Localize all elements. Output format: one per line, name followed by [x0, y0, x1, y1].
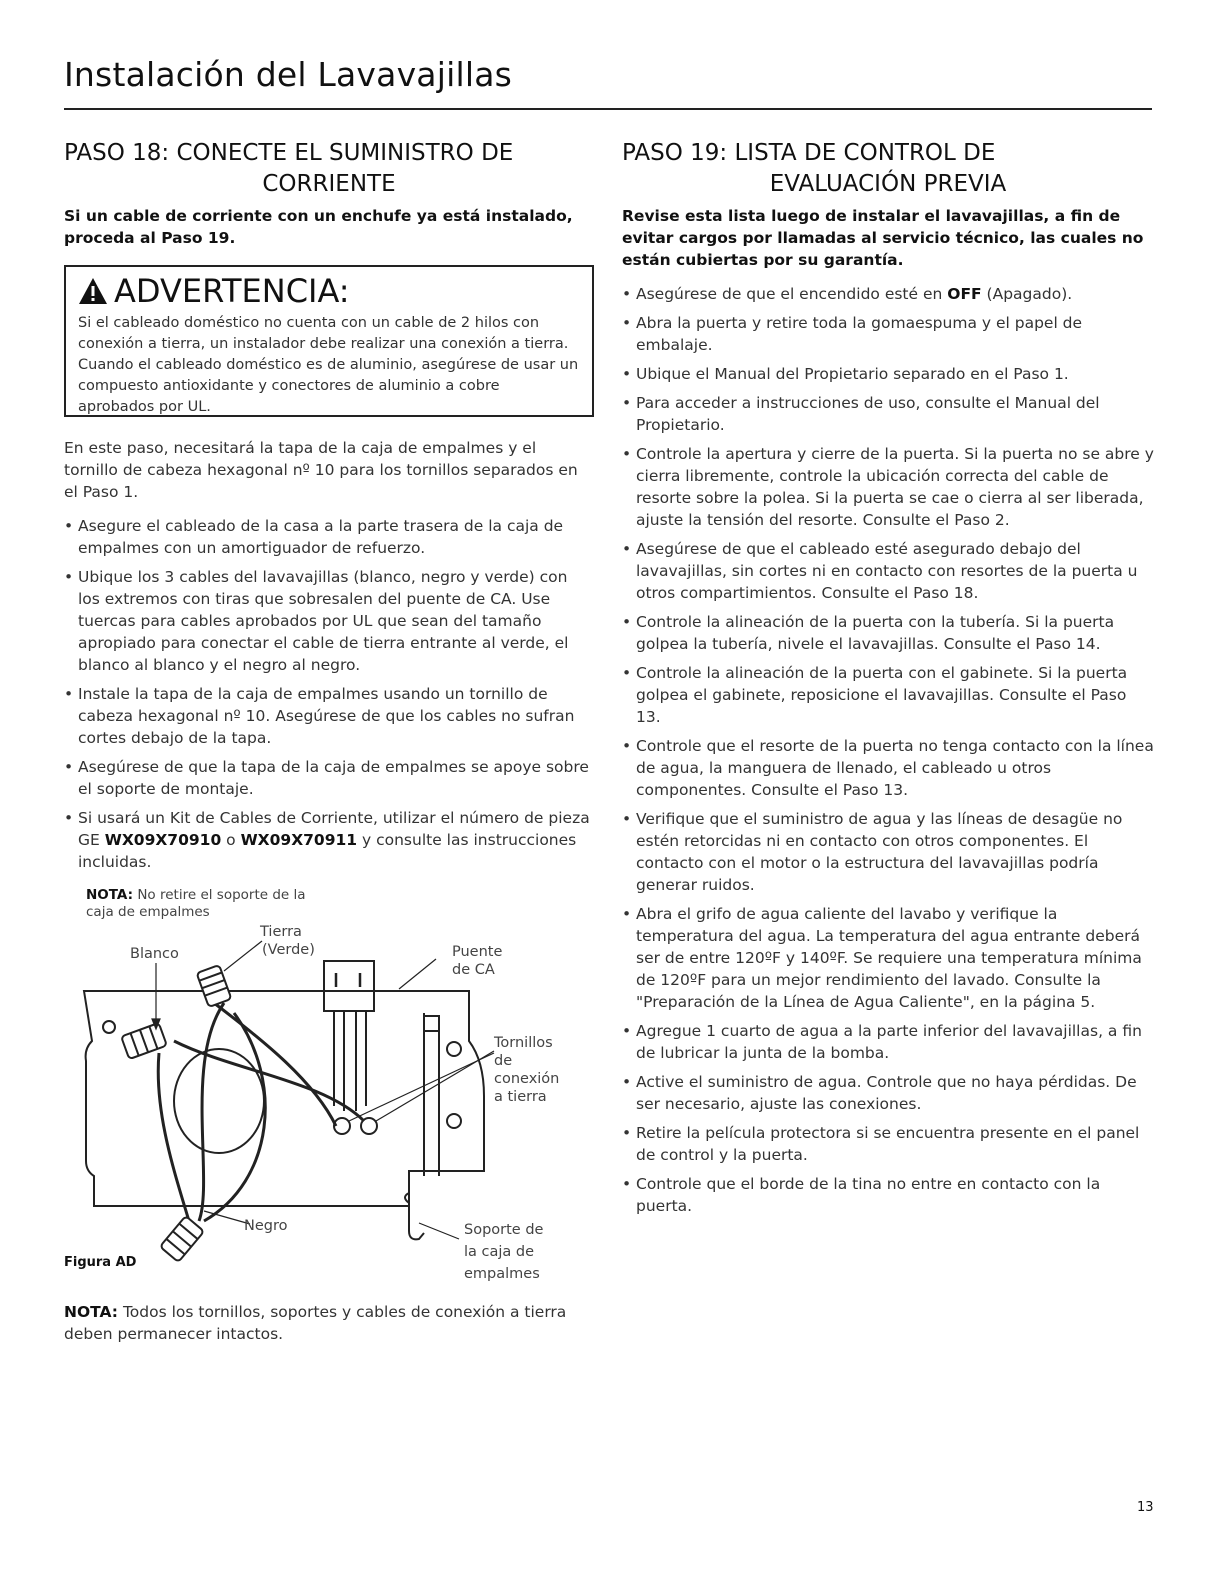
- part-number-1: WX09X70910: [104, 831, 222, 849]
- kit-list-item: [64, 807, 594, 873]
- step-19-intro: Revise esta lista luego de instalar el lavavajillas, a fin de evitar cargos por llamadas al servicio técnico, las cuales no están cubiertas por su garantía.: [622, 207, 1144, 269]
- warning-box: [64, 265, 594, 417]
- step-18-bullet-list: [64, 515, 594, 873]
- first-item-suffix: (Apagado).: [981, 285, 1073, 303]
- bracket-edge: [424, 1016, 439, 1031]
- list-item: • Controle la alineación de la puerta con el gabinete. Si la puerta golpea el gabinete, reposicione el lavavajillas. Consulte el Paso 13.: [622, 662, 1154, 728]
- bottom-note-text: Todos los tornillos, soportes y cables de conexión a tierra deben permanecer intactos.: [64, 1303, 567, 1343]
- step-18-heading: [64, 138, 594, 200]
- wire-nut-green: [197, 965, 232, 1007]
- label-soporte-3: empalmes: [464, 1266, 540, 1282]
- list-item: • Instale la tapa de la caja de empalmes usando un tornillo de cabeza hexagonal nº 10. Asegúrese de que los cables no sufran cortes debajo de la tapa.: [64, 683, 594, 749]
- figure-ad: [64, 921, 594, 1282]
- figure-note: [86, 887, 306, 921]
- label-puente: Puente: [452, 944, 503, 960]
- list-item: • Controle la alineación de la puerta con la tubería. Si la puerta golpea la tubería, nivele el lavavajillas. Consulte el Paso 14.: [622, 611, 1154, 655]
- off-label: OFF: [947, 285, 982, 303]
- step-19-checklist: [622, 283, 1154, 1217]
- step-19-section: [622, 138, 1154, 1224]
- list-item: • Active el suministro de agua. Controle que no haya pérdidas. De ser necesario, ajuste las conexiones.: [622, 1071, 1154, 1115]
- page-title: Instalación del Lavavajillas: [64, 55, 513, 94]
- warning-triangle-icon: [78, 277, 108, 305]
- list-item: • Verifique que el suministro de agua y las líneas de desagüe no estén retorcidas ni en contacto con otros componentes. El contacto con el motor o la estructura del lavavajillas podría generar ruidos.: [622, 808, 1154, 896]
- ground-screw-1: [334, 1118, 350, 1134]
- label-a-tierra: a tierra: [494, 1089, 547, 1105]
- step-18-intro: Si un cable de corriente con un enchufe ya está instalado, proceda al Paso 19.: [64, 207, 573, 247]
- list-item: • Controle que el resorte de la puerta no tenga contacto con la línea de agua, la manguera de llenado, el cableado u otros componentes. Consulte el Paso 13.: [622, 735, 1154, 801]
- figure-caption: Figura AD: [64, 1255, 137, 1270]
- list-item: • Ubique el Manual del Propietario separado en el Paso 1.: [622, 363, 1154, 385]
- step-19-heading-line2: EVALUACIÓN PREVIA: [769, 171, 1007, 197]
- list-item: • Controle la apertura y cierre de la puerta. Si la puerta no se abre y cierra libremente, controle la ubicación correcta del cable de resorte sobre la polea. Si la puerta se cae o cierra al ser liberada, ajuste la tensión del resorte. Consulte el Paso 2.: [622, 443, 1154, 531]
- figure-note-text: No retire el soporte de la caja de empalmes: [86, 887, 306, 920]
- label-verde: (Verde): [262, 942, 315, 958]
- list-item: [622, 283, 1154, 305]
- bottom-note: [64, 1301, 594, 1345]
- label-blanco: Blanco: [130, 946, 179, 962]
- warning-text: Si el cableado doméstico no cuenta con un cable de 2 hilos con conexión a tierra, un instalador debe realizar una conexión a tierra. Cuando el cableado doméstico es de aluminio, asegúrese de usar un compuesto antioxidante y conectores de aluminio a cobre aprobados por UL.: [78, 315, 579, 415]
- wire-nut-black: [160, 1216, 204, 1262]
- figure-note-label: NOTA:: [86, 887, 134, 903]
- list-item: • Controle que el borde de la tina no entre en contacto con la puerta.: [622, 1173, 1154, 1217]
- bottom-note-label: NOTA:: [64, 1303, 119, 1321]
- list-item: • Para acceder a instrucciones de uso, consulte el Manual del Propietario.: [622, 392, 1154, 436]
- warning-title: ADVERTENCIA:: [114, 272, 350, 310]
- step-18-section: [64, 138, 594, 1345]
- label-de-ca: de CA: [452, 962, 495, 978]
- list-item: • Asegúrese de que la tapa de la caja de empalmes se apoye sobre el soporte de montaje.: [64, 756, 594, 800]
- step-19-heading: [622, 138, 1154, 200]
- list-item: • Abra el grifo de agua caliente del lavabo y verifique la temperatura del agua. La temperatura del agua entrante deberá ser de entre 120ºF y 140ºF. Se requiere una temperatura mínima de 120ºF para un mejor rendimiento del lavado. Consulte la "Preparación de la Línea de Agua Caliente", en la página 5.: [622, 903, 1154, 1013]
- warning-header: [78, 273, 580, 309]
- step-18-heading-line1: PASO 18: CONECTE EL SUMINISTRO DE: [64, 140, 514, 166]
- list-item: • Asegure el cableado de la casa a la parte trasera de la caja de empalmes con un amortiguador de refuerzo.: [64, 515, 594, 559]
- page-number: 13: [1137, 1500, 1154, 1515]
- label-soporte-2: la caja de: [464, 1244, 535, 1260]
- list-item: • Ubique los 3 cables del lavavajillas (blanco, negro y verde) con los extremos con tiras que sobresalen del puente de CA. Use tuercas para cables aprobados por UL que sean del tamaño apropiado para conectar el cable de tierra entrante al verde, el blanco al blanco y el negro al negro.: [64, 566, 594, 676]
- list-item: • Agregue 1 cuarto de agua a la parte inferior del lavavajillas, a fin de lubricar la junta de la bomba.: [622, 1020, 1154, 1064]
- list-item: • Asegúrese de que el cableado esté asegurado debajo del lavavajillas, sin cortes ni en contacto con resortes de la puerta u otros compartimientos. Consulte el Paso 18.: [622, 538, 1154, 604]
- label-conexion: conexión: [494, 1071, 560, 1087]
- ac-bridge-block: [324, 961, 374, 1011]
- label-de: de: [494, 1053, 513, 1069]
- step-19-heading-line1: PASO 19: LISTA DE CONTROL DE: [622, 140, 996, 166]
- kit-prefix: Si usará un Kit de Cables de Corriente, utilizar el número de pieza GE: [78, 809, 590, 849]
- label-soporte-1: Soporte de: [464, 1222, 544, 1238]
- bracket-hole-bottom: [447, 1114, 461, 1128]
- label-tornillos: Tornillos: [494, 1035, 553, 1051]
- bracket-hole-top: [447, 1042, 461, 1056]
- label-negro: Negro: [244, 1218, 288, 1234]
- kit-suffix: y consulte las instrucciones incluidas.: [78, 831, 577, 871]
- knockout-oval: [174, 1049, 264, 1153]
- list-item: • Retire la película protectora si se encuentra presente en el panel de control y la puerta.: [622, 1122, 1154, 1166]
- list-item: • Abra la puerta y retire toda la gomaespuma y el papel de embalaje.: [622, 312, 1154, 356]
- bracket-hole-left: [103, 1021, 115, 1033]
- kit-middle: o: [221, 831, 241, 849]
- step-18-heading-line2: CORRIENTE: [262, 171, 396, 197]
- step-18-body: En este paso, necesitará la tapa de la caja de empalmes y el tornillo de cabeza hexagonal nº 10 para los tornillos separados en el Paso 1.: [64, 439, 578, 501]
- title-divider: [64, 108, 1152, 110]
- first-item-prefix: Asegúrese de que el encendido esté en: [636, 285, 948, 303]
- label-tierra: Tierra: [260, 924, 302, 940]
- part-number-2: WX09X70911: [240, 831, 358, 849]
